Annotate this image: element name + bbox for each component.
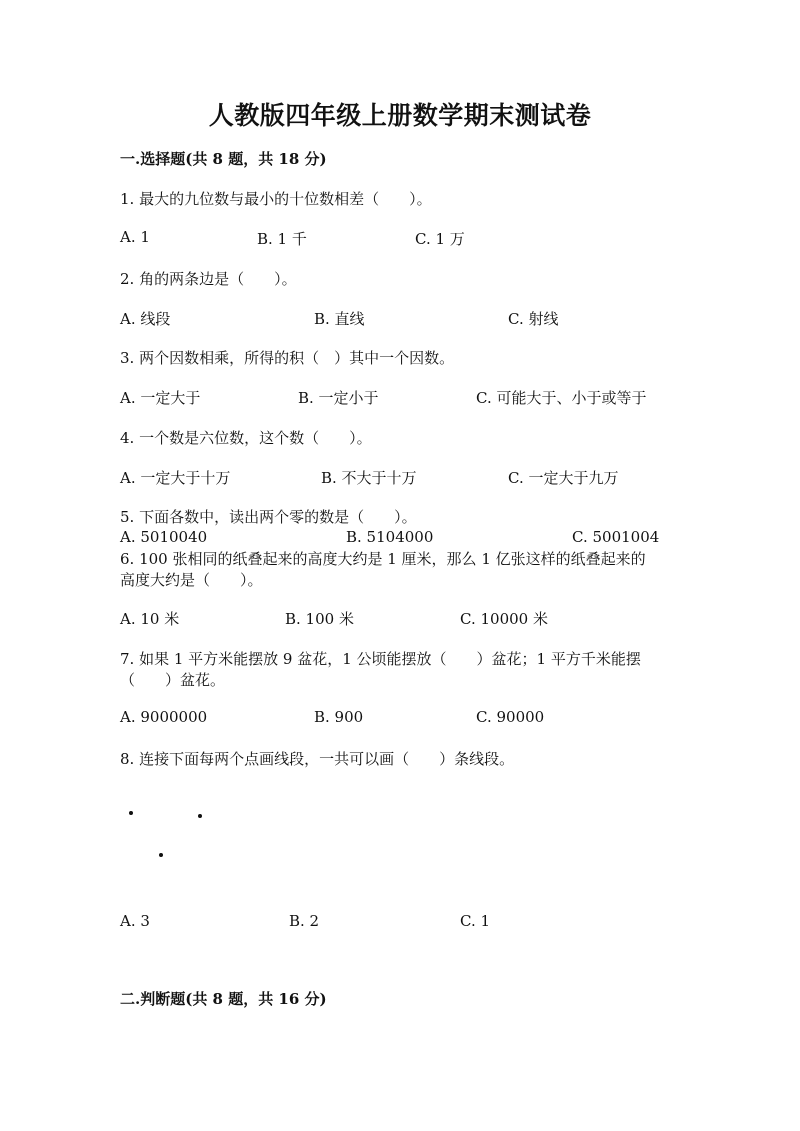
question-5: 5. 下面各数中，读出两个零的数是（ ）。 <box>120 508 417 526</box>
point-dot <box>198 814 202 818</box>
q1-option-a: A. 1 <box>120 228 150 246</box>
question-1: 1. 最大的九位数与最小的十位数相差（ ）。 <box>120 190 432 208</box>
point-dot <box>159 853 163 857</box>
q4-option-c: C. 一定大于九万 <box>508 469 619 487</box>
q8-option-c: C. 1 <box>460 912 491 930</box>
q4-option-a: A. 一定大于十万 <box>120 469 231 487</box>
q1-option-c: C. 1 万 <box>415 230 465 248</box>
question-6-line-2: 高度大约是（ ）。 <box>120 571 263 589</box>
q7-option-a: A. 9000000 <box>120 708 208 726</box>
q3-option-a: A. 一定大于 <box>120 389 201 407</box>
question-2: 2. 角的两条边是（ ）。 <box>120 270 297 288</box>
q4-option-b: B. 不大于十万 <box>321 469 417 487</box>
q2-option-a: A. 线段 <box>120 310 171 328</box>
q3-option-c: C. 可能大于、小于或等于 <box>476 389 647 407</box>
q2-option-c: C. 射线 <box>508 310 559 328</box>
page-title: 人教版四年级上册数学期末测试卷 <box>208 101 592 130</box>
question-4: 4. 一个数是六位数，这个数（ ）。 <box>120 429 372 447</box>
q1-option-b: B. 1 千 <box>257 230 307 248</box>
section-heading-judgment: 二.判断题(共 8 题，共 16 分) <box>120 990 327 1008</box>
question-7-line-1: 7. 如果 1 平方米能摆放 9 盆花，1 公顷能摆放（ ）盆花；1 平方千米能摆 <box>120 650 641 668</box>
q6-option-b: B. 100 米 <box>285 610 354 628</box>
q5-option-b: B. 5104000 <box>346 528 434 546</box>
question-8: 8. 连接下面每两个点画线段，一共可以画（ ）条线段。 <box>120 750 515 768</box>
q7-option-b: B. 900 <box>314 708 364 726</box>
q5-option-a: A. 5010040 <box>120 528 208 546</box>
point-dot <box>129 811 133 815</box>
q7-option-c: C. 90000 <box>476 708 545 726</box>
section-heading-choice: 一.选择题(共 8 题，共 18 分) <box>120 150 327 168</box>
q2-option-b: B. 直线 <box>314 310 365 328</box>
q3-option-b: B. 一定小于 <box>298 389 379 407</box>
question-3: 3. 两个因数相乘，所得的积（ ）其中一个因数。 <box>120 349 455 367</box>
question-7-line-2: （ ）盆花。 <box>120 671 226 689</box>
question-6-line-1: 6. 100 张相同的纸叠起来的高度大约是 1 厘米，那么 1 亿张这样的纸叠起来的 <box>120 550 646 568</box>
q8-option-b: B. 2 <box>289 912 320 930</box>
q5-option-c: C. 5001004 <box>572 528 660 546</box>
q6-option-a: A. 10 米 <box>120 610 180 628</box>
q6-option-c: C. 10000 米 <box>460 610 548 628</box>
q8-option-a: A. 3 <box>120 912 150 930</box>
